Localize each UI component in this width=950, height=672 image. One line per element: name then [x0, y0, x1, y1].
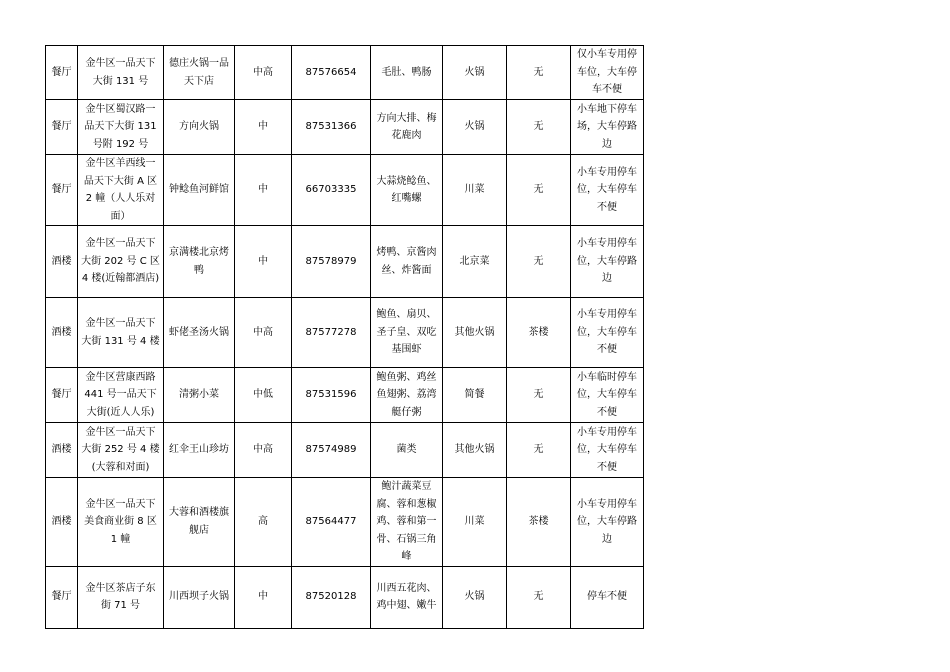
teahouse-cell: 茶楼 [507, 478, 571, 567]
phone-cell: 87577278 [292, 298, 371, 368]
table-row [46, 100, 644, 155]
restaurant-name-cell: 清粥小菜 [164, 368, 235, 423]
cuisine-cell: 火锅 [443, 46, 507, 100]
phone-cell: 66703335 [292, 155, 371, 226]
phone-cell: 87578979 [292, 226, 371, 298]
phone-cell: 87576654 [292, 46, 371, 100]
phone-cell: 87531366 [292, 100, 371, 155]
restaurant-name-cell: 京满楼北京烤鸭 [164, 226, 235, 298]
parking-cell: 小车专用停车位，大车停车不便 [571, 298, 644, 368]
signature-dishes-cell: 鲍汁蔬菜豆腐、蓉和葱椒鸡、蓉和第一骨、石锅三角峰 [371, 478, 443, 567]
price-level-cell: 中 [235, 155, 292, 226]
phone-cell: 87574989 [292, 423, 371, 478]
cuisine-cell: 其他火锅 [443, 298, 507, 368]
teahouse-cell: 无 [507, 566, 571, 628]
address-cell: 金牛区一品天下大街 131 号 4 楼 [78, 298, 164, 368]
teahouse-cell: 无 [507, 155, 571, 226]
parking-cell: 小车临时停车位，大车停车不便 [571, 368, 644, 423]
parking-cell: 小车专用停车位，大车停路边 [571, 226, 644, 298]
price-level-cell: 中低 [235, 368, 292, 423]
address-cell: 金牛区茶店子东街 71 号 [78, 566, 164, 628]
venue-type-cell: 餐厅 [46, 566, 78, 628]
table-row [46, 566, 644, 628]
address-cell: 金牛区一品天下美食商业街 8 区 1 幢 [78, 478, 164, 567]
teahouse-cell: 无 [507, 423, 571, 478]
address-cell: 金牛区蜀汉路一品天下大街 131 号附 192 号 [78, 100, 164, 155]
parking-cell: 小车专用停车位，大车停车不便 [571, 155, 644, 226]
cuisine-cell: 其他火锅 [443, 423, 507, 478]
signature-dishes-cell: 方向大排、梅花鹿肉 [371, 100, 443, 155]
venue-type-cell: 酒楼 [46, 478, 78, 567]
signature-dishes-cell: 烤鸭、京酱肉丝、炸酱面 [371, 226, 443, 298]
table-row [46, 298, 644, 368]
phone-cell: 87564477 [292, 478, 371, 567]
cuisine-cell: 火锅 [443, 566, 507, 628]
signature-dishes-cell: 大蒜烧鲶鱼、红嘴螺 [371, 155, 443, 226]
venue-type-cell: 餐厅 [46, 46, 78, 100]
signature-dishes-cell: 毛肚、鸭肠 [371, 46, 443, 100]
price-level-cell: 中 [235, 566, 292, 628]
venue-type-cell: 酒楼 [46, 423, 78, 478]
restaurant-name-cell: 钟鲶鱼河鲜馆 [164, 155, 235, 226]
address-cell: 金牛区营康西路 441 号一品天下大街(近人人乐) [78, 368, 164, 423]
teahouse-cell: 无 [507, 368, 571, 423]
venue-type-cell: 酒楼 [46, 298, 78, 368]
restaurant-name-cell: 虾佬圣汤火锅 [164, 298, 235, 368]
parking-cell: 仅小车专用停车位，大车停车不便 [571, 46, 644, 100]
table-row [46, 46, 644, 100]
address-cell: 金牛区羊西线一品天下大街 A 区 2 幢（人人乐对面） [78, 155, 164, 226]
phone-cell: 87531596 [292, 368, 371, 423]
price-level-cell: 高 [235, 478, 292, 567]
table-body [46, 46, 644, 629]
teahouse-cell: 无 [507, 46, 571, 100]
restaurant-name-cell: 德庄火锅一品天下店 [164, 46, 235, 100]
venue-type-cell: 酒楼 [46, 226, 78, 298]
address-cell: 金牛区一品天下大街 252 号 4 楼(大蓉和对面) [78, 423, 164, 478]
parking-cell: 停车不便 [571, 566, 644, 628]
cuisine-cell: 北京菜 [443, 226, 507, 298]
teahouse-cell: 无 [507, 100, 571, 155]
parking-cell: 小车专用停车位，大车停路边 [571, 478, 644, 567]
cuisine-cell: 川菜 [443, 155, 507, 226]
address-cell: 金牛区一品天下大街 131 号 [78, 46, 164, 100]
cuisine-cell: 简餐 [443, 368, 507, 423]
parking-cell: 小车专用停车位，大车停车不便 [571, 423, 644, 478]
restaurant-name-cell: 方向火锅 [164, 100, 235, 155]
restaurant-name-cell: 大蓉和酒楼旗舰店 [164, 478, 235, 567]
table-row [46, 155, 644, 226]
price-level-cell: 中高 [235, 46, 292, 100]
signature-dishes-cell: 菌类 [371, 423, 443, 478]
table-row [46, 368, 644, 423]
price-level-cell: 中高 [235, 298, 292, 368]
venue-type-cell: 餐厅 [46, 100, 78, 155]
table-row [46, 423, 644, 478]
teahouse-cell: 无 [507, 226, 571, 298]
signature-dishes-cell: 川西五花肉、鸡中翅、嫩牛 [371, 566, 443, 628]
phone-cell: 87520128 [292, 566, 371, 628]
cuisine-cell: 火锅 [443, 100, 507, 155]
signature-dishes-cell: 鲍鱼、扇贝、圣子皇、双吃基围虾 [371, 298, 443, 368]
restaurant-table [45, 45, 644, 629]
address-cell: 金牛区一品天下大街 202 号 C 区 4 楼(近翰都酒店) [78, 226, 164, 298]
table-row [46, 226, 644, 298]
signature-dishes-cell: 鲍鱼粥、鸡丝鱼翅粥、荔湾艇仔粥 [371, 368, 443, 423]
teahouse-cell: 茶楼 [507, 298, 571, 368]
price-level-cell: 中高 [235, 423, 292, 478]
price-level-cell: 中 [235, 226, 292, 298]
venue-type-cell: 餐厅 [46, 155, 78, 226]
restaurant-name-cell: 川西坝子火锅 [164, 566, 235, 628]
parking-cell: 小车地下停车场，大车停路边 [571, 100, 644, 155]
venue-type-cell: 餐厅 [46, 368, 78, 423]
cuisine-cell: 川菜 [443, 478, 507, 567]
restaurant-name-cell: 红伞王山珍坊 [164, 423, 235, 478]
price-level-cell: 中 [235, 100, 292, 155]
table-row [46, 478, 644, 567]
